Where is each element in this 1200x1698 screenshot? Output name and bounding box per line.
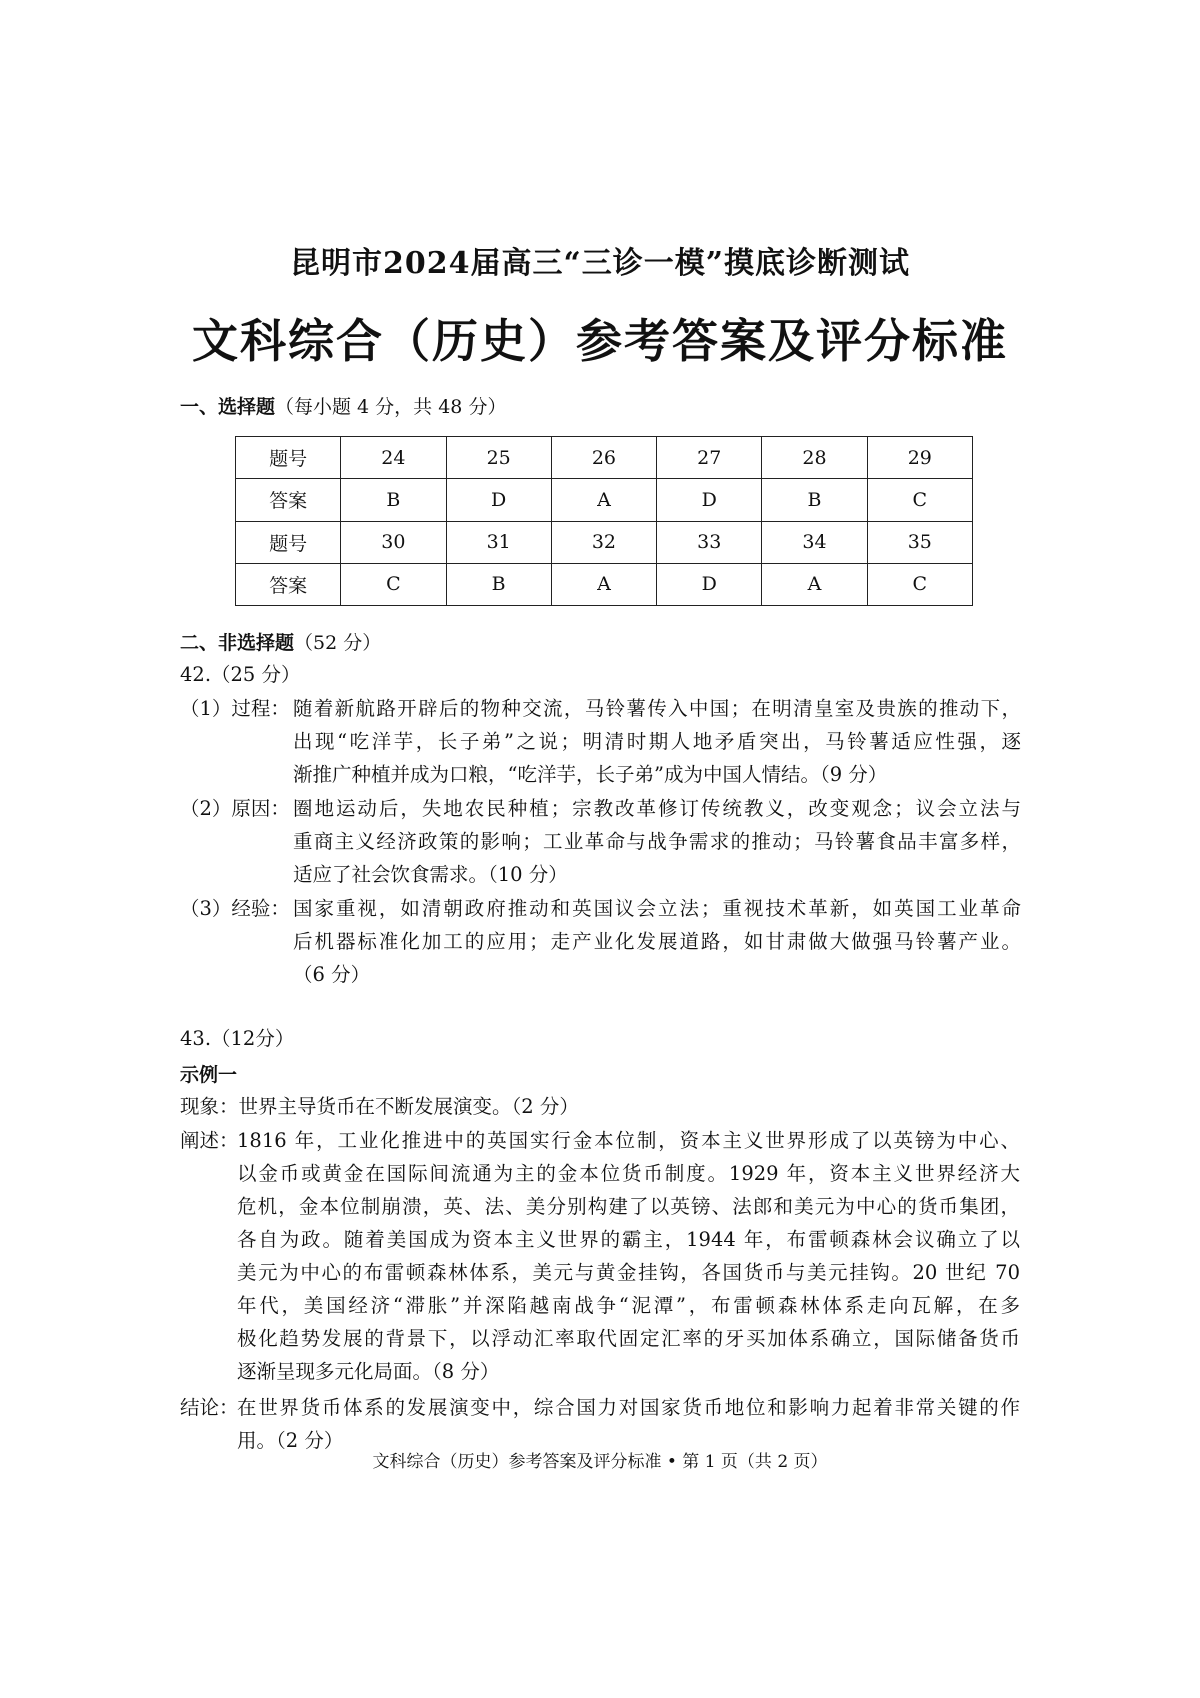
table-cell: B	[762, 479, 867, 521]
table-cell: C	[341, 563, 446, 605]
q42-p1-label: （1）过程：	[180, 697, 290, 720]
q42-p3-label: （3）经验：	[180, 897, 290, 920]
text-line: 各自为政。随着美国成为资本主义世界的霸主，1944 年，布雷顿森林会议确立了以	[237, 1228, 1020, 1251]
row-header-cell: 题号	[236, 521, 341, 563]
section-2-label: 二、非选择题	[180, 632, 295, 654]
table-row	[236, 479, 973, 521]
q42-heading: 42.（25 分）	[180, 663, 301, 686]
table-cell: 25	[446, 437, 551, 479]
text-line: 1816 年，工业化推进中的英国实行金本位制，资本主义世界形成了以英镑为中心、	[237, 1129, 1020, 1152]
table-cell: B	[341, 479, 446, 521]
text-line: 重商主义经济政策的影响；工业革命与战争需求的推动；马铃薯食品丰富多样，	[293, 830, 1021, 853]
q43-elaboration-text	[237, 1124, 1020, 1388]
text-line: （6 分）	[293, 963, 371, 986]
text-line: 以金币或黄金在国际间流通为主的金本位货币制度。1929 年，资本主义世界经济大	[237, 1162, 1020, 1185]
text-line: 后机器标准化加工的应用；走产业化发展道路，如甘肃做大做强马铃薯产业。	[293, 930, 1021, 953]
text-line: 国家重视，如清朝政府推动和英国议会立法；重视技术革新，如英国工业革命	[293, 897, 1021, 920]
text-line: 用。（2 分）	[237, 1429, 344, 1452]
table-cell: A	[551, 479, 656, 521]
section-2-note: （52 分）	[294, 632, 382, 654]
section-2-heading	[180, 628, 381, 655]
table-cell: C	[867, 563, 972, 605]
text-line: 美元为中心的布雷顿森林体系，美元与黄金挂钩，各国货币与美元挂钩。20 世纪 70	[237, 1261, 1020, 1284]
table-cell: 29	[867, 437, 972, 479]
page-footer: 文科综合（历史）参考答案及评分标准 • 第 1 页（共 2 页）	[372, 1452, 828, 1472]
q43-elaboration-label: 阐述：	[180, 1129, 239, 1152]
text-line: 在世界货币体系的发展演变中，综合国力对国家货币地位和影响力起着非常关键的作	[237, 1396, 1020, 1419]
table-cell: 33	[657, 521, 762, 563]
row-header-cell: 答案	[236, 563, 341, 605]
table-row	[236, 437, 973, 479]
table-cell: A	[762, 563, 867, 605]
row-header-cell: 题号	[236, 437, 341, 479]
table-cell: 32	[551, 521, 656, 563]
q43-heading: 43.（12分）	[180, 1027, 295, 1050]
table-cell: 31	[446, 521, 551, 563]
table-cell: 28	[762, 437, 867, 479]
text-line: 危机，金本位制崩溃，英、法、美分别构建了以英镑、法郎和美元为中心的货币集团，	[237, 1195, 1020, 1218]
text-line: 适应了社会饮食需求。（10 分）	[293, 863, 568, 886]
q42-p2-label: （2）原因：	[180, 797, 290, 820]
text-line: 年代，美国经济“滞胀”并深陷越南战争“泥潭”，布雷顿森林体系走向瓦解，在多	[237, 1294, 1020, 1317]
document-subtitle: 昆明市2024届高三“三诊一模”摸底诊断测试	[289, 246, 910, 281]
q42-p2-text	[293, 792, 1021, 891]
table-cell: D	[446, 479, 551, 521]
text-line: 随着新航路开辟后的物种交流，马铃薯传入中国；在明清皇室及贵族的推动下，	[293, 697, 1021, 720]
table-cell: A	[551, 563, 656, 605]
table-cell: B	[446, 563, 551, 605]
q43-conclusion-label: 结论：	[180, 1396, 239, 1419]
table-cell: 24	[341, 437, 446, 479]
text-line: 渐推广种植并成为口粮，“吃洋芋，长子弟”成为中国人情结。（9 分）	[293, 763, 888, 786]
table-cell: 26	[551, 437, 656, 479]
table-row	[236, 563, 973, 605]
q43-example-heading: 示例一	[180, 1064, 238, 1086]
q42-p1-text	[293, 692, 1021, 791]
text-line: 极化趋势发展的背景下，以浮动汇率取代固定汇率的牙买加体系确立，国际储备货币	[237, 1327, 1020, 1350]
section-1-label: 一、选择题	[180, 396, 276, 418]
q42-p3-text	[293, 892, 1021, 991]
table-cell: D	[657, 479, 762, 521]
q43-phenomenon: 现象：世界主导货币在不断发展演变。（2 分）	[180, 1095, 579, 1118]
section-1-note: （每小题 4 分，共 48 分）	[275, 396, 507, 418]
table-cell: 34	[762, 521, 867, 563]
table-cell: 35	[867, 521, 972, 563]
text-line: 圈地运动后，失地农民种植；宗教改革修订传统教义，改变观念；议会立法与	[293, 797, 1021, 820]
answer-table	[235, 436, 973, 606]
table-cell: C	[867, 479, 972, 521]
table-cell: 27	[657, 437, 762, 479]
table-row	[236, 521, 973, 563]
section-1-heading	[180, 392, 506, 419]
document-title: 文科综合（历史）参考答案及评分标准	[192, 314, 1008, 368]
table-cell: D	[657, 563, 762, 605]
text-line: 逐渐呈现多元化局面。（8 分）	[237, 1360, 500, 1383]
table-cell: 30	[341, 521, 446, 563]
row-header-cell: 答案	[236, 479, 341, 521]
text-line: 出现“吃洋芋，长子弟”之说；明清时期人地矛盾突出，马铃薯适应性强，逐	[293, 730, 1021, 753]
